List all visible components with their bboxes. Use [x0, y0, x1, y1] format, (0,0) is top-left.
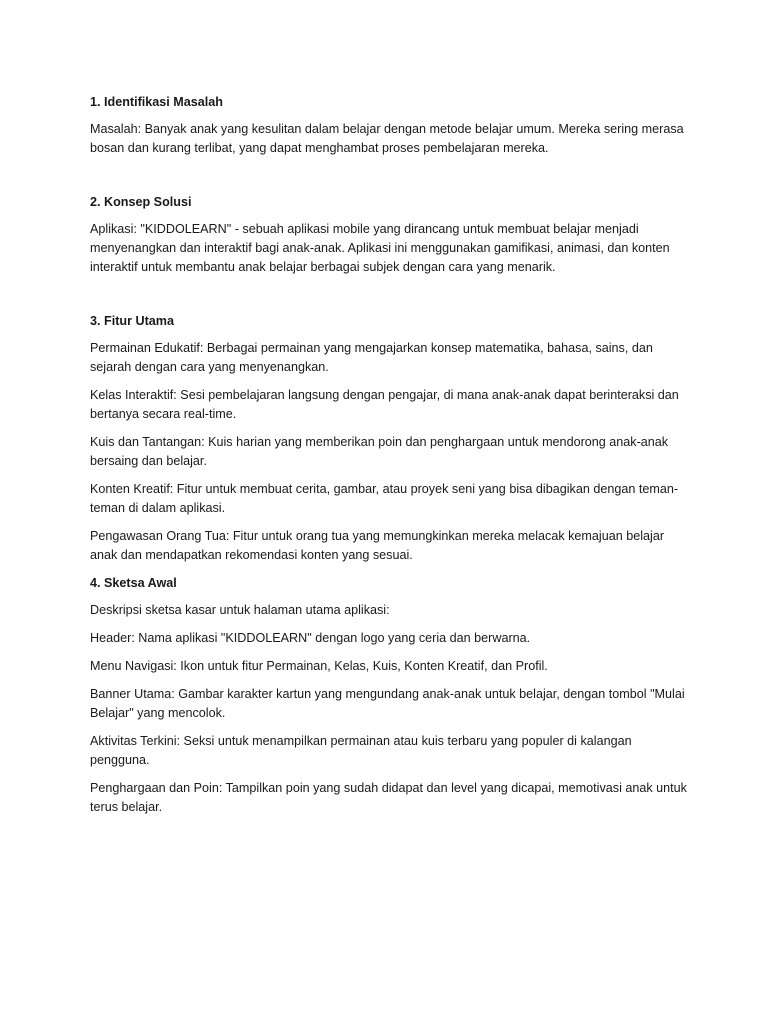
- paragraph: Kuis dan Tantangan: Kuis harian yang memberikan poin dan penghargaan untuk mendorong anak-anak bersaing dan belajar.: [90, 435, 669, 468]
- paragraph: Banner Utama: Gambar karakter kartun yang mengundang anak-anak untuk belajar, dengan tombol "Mulai Belajar" yang mencolok.: [90, 687, 685, 720]
- section-heading: 4. Sketsa Awal: [90, 576, 177, 590]
- section-heading: 2. Konsep Solusi: [90, 195, 192, 209]
- paragraph: Aplikasi: "KIDDOLEARN" - sebuah aplikasi mobile yang dirancang untuk membuat belajar menjadi menyenangkan dan interaktif bagi anak-anak. Aplikasi ini menggunakan gamifikasi, animasi, dan konten interaktif untuk membantu anak belajar berbagai subjek dengan cara yang menarik.: [90, 222, 670, 274]
- paragraph: Menu Navigasi: Ikon untuk fitur Permainan, Kelas, Kuis, Konten Kreatif, dan Profil.: [90, 659, 548, 673]
- paragraph: Pengawasan Orang Tua: Fitur untuk orang tua yang memungkinkan mereka melacak kemajuan belajar anak dan mendapatkan rekomendasi konten yang sesuai.: [90, 529, 665, 562]
- section-konsep-solusi: [90, 193, 690, 277]
- paragraph: Masalah: Banyak anak yang kesulitan dalam belajar dengan metode belajar umum. Mereka sering merasa bosan dan kurang terlibat, yang dapat menghambat proses pembelajaran mereka.: [90, 122, 684, 155]
- section-identifikasi-masalah: [90, 93, 690, 158]
- section-heading: 1. Identifikasi Masalah: [90, 95, 223, 109]
- paragraph: Konten Kreatif: Fitur untuk membuat cerita, gambar, atau proyek seni yang bisa dibagikan dengan teman-teman di dalam aplikasi.: [90, 482, 679, 515]
- document-page: [90, 93, 690, 826]
- paragraph: Permainan Edukatif: Berbagai permainan yang mengajarkan konsep matematika, bahasa, sains, dan sejarah dengan cara yang menyenangkan.: [90, 341, 653, 374]
- section-heading: 3. Fitur Utama: [90, 314, 174, 328]
- section-sketsa-awal: [90, 574, 690, 817]
- paragraph: Kelas Interaktif: Sesi pembelajaran langsung dengan pengajar, di mana anak-anak dapat berinteraksi dan bertanya secara real-time.: [90, 388, 679, 421]
- paragraph: Aktivitas Terkini: Seksi untuk menampilkan permainan atau kuis terbaru yang populer di kalangan pengguna.: [90, 734, 632, 767]
- paragraph: Deskripsi sketsa kasar untuk halaman utama aplikasi:: [90, 603, 390, 617]
- section-fitur-utama: [90, 312, 690, 565]
- paragraph: Penghargaan dan Poin: Tampilkan poin yang sudah didapat dan level yang dicapai, memotivasi anak untuk terus belajar.: [90, 781, 687, 814]
- paragraph: Header: Nama aplikasi "KIDDOLEARN" dengan logo yang ceria dan berwarna.: [90, 631, 531, 645]
